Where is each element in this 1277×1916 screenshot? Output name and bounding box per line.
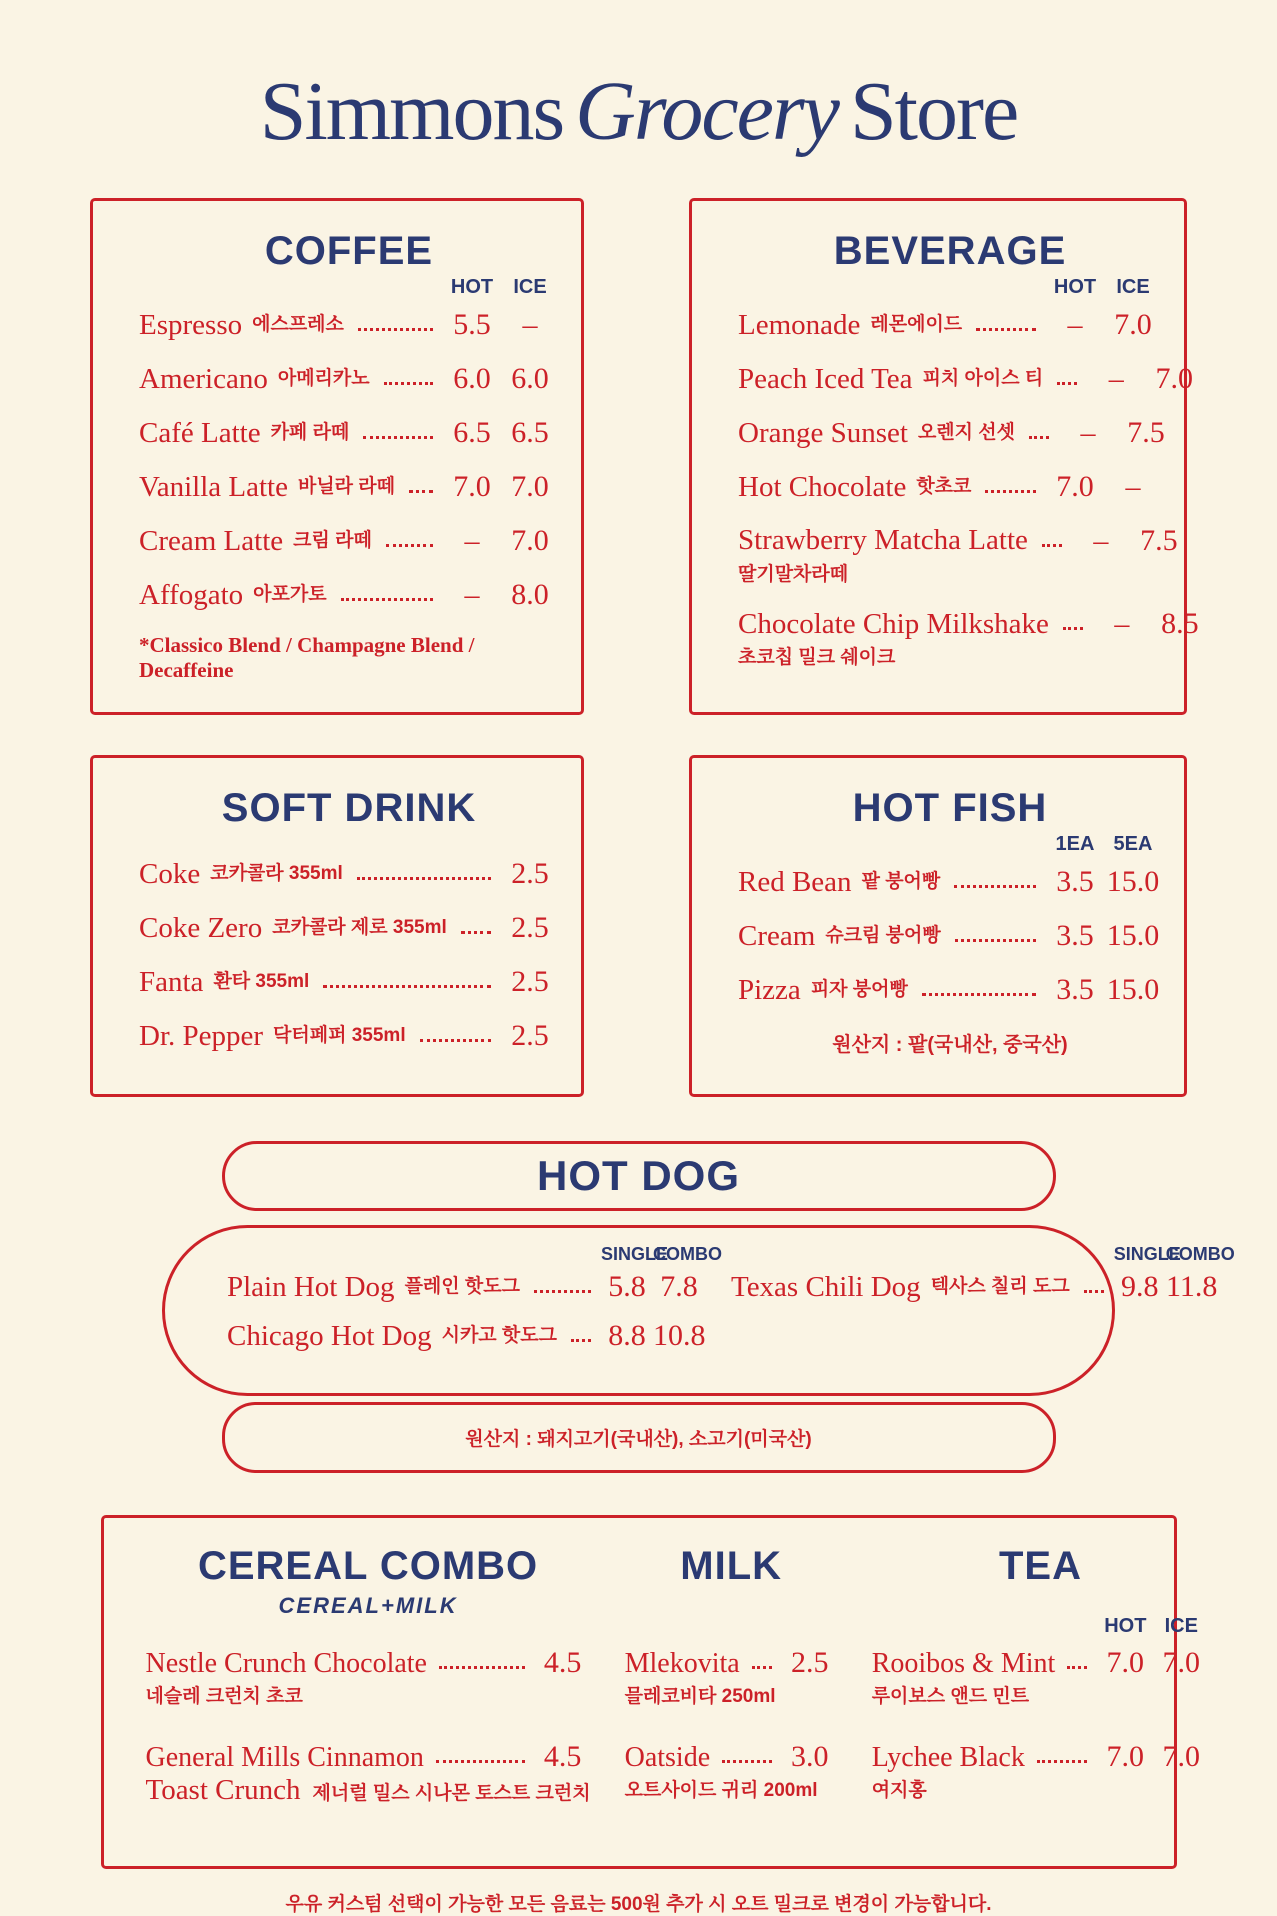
item-name: Pizza [738, 973, 801, 1006]
item-name: Plain Hot Dog [227, 1270, 395, 1303]
price-ice: 7.5 [1140, 523, 1178, 557]
column-header-ice: ICE [1116, 276, 1150, 299]
menu-item [738, 974, 1162, 1005]
dotted-leader [1084, 1290, 1104, 1293]
item-name: Chocolate Chip Milkshake [738, 607, 1049, 640]
item-subline [738, 642, 1162, 669]
beverage-column-headers [1046, 276, 1162, 299]
hot-fish-section-head [738, 786, 1162, 856]
price-ea1: 3.5 [1056, 865, 1094, 899]
beverage-section-head [738, 229, 1162, 299]
menu-item [227, 1271, 705, 1302]
hot-fish-section [689, 755, 1187, 1097]
menu-item [139, 912, 559, 943]
price-ice: 7.0 [1114, 308, 1152, 342]
dotted-leader [384, 382, 433, 385]
price-ice: 8.0 [511, 578, 549, 612]
top-row [0, 198, 1277, 715]
item-name: Texas Chili Dog [731, 1270, 921, 1303]
price-ice: 7.0 [1162, 1740, 1201, 1774]
menu-item [738, 607, 1199, 669]
item-subline [625, 1681, 838, 1708]
price-ea1: 3.5 [1056, 919, 1094, 953]
menu-item [738, 523, 1178, 585]
menu-item [139, 417, 559, 448]
hot-dog-heading: HOT DOG [537, 1152, 740, 1200]
item-name: General Mills Cinnamon [145, 1741, 424, 1773]
dotted-leader [420, 1039, 491, 1042]
price-price: 2.5 [790, 1646, 829, 1680]
item-line [738, 471, 1162, 502]
item-korean-label: 슈크림 붕어빵 [825, 925, 941, 947]
item-korean-label: 텍사스 칠리 도그 [930, 1276, 1070, 1298]
tea-items [872, 1648, 1210, 1802]
price-ice: 6.5 [511, 416, 549, 450]
item-line [738, 416, 1165, 450]
price-hot: – [1080, 416, 1096, 450]
title-word-store: Store [849, 65, 1018, 158]
column-header-single: SINGLE [601, 1244, 669, 1265]
soft-drink-section-head [139, 786, 559, 844]
item-korean-label: 닥터페퍼 355ml [273, 1025, 406, 1047]
item-line [738, 866, 1162, 897]
price-hot: 6.5 [453, 416, 491, 450]
item-line [139, 525, 559, 556]
column-header-combo: COMBO [653, 1244, 722, 1265]
item-line [738, 607, 1199, 641]
price-hot: 7.0 [1106, 1740, 1145, 1774]
item-korean-sublabel: 제너럴 밀스 시나몬 토스트 크런치 [312, 1783, 591, 1805]
dotted-leader [571, 1339, 591, 1342]
item-line [872, 1742, 1210, 1772]
item-name: Coke Zero [139, 911, 263, 944]
item-line [139, 417, 559, 448]
menu-item [738, 920, 1162, 951]
item-korean-sublabel: 네슬레 크런치 초코 [145, 1686, 303, 1708]
price-ea1: 3.5 [1056, 973, 1094, 1007]
hot-dog-left-column-headers [227, 1244, 722, 1265]
price-ice: 7.5 [1127, 416, 1165, 450]
price-single: 8.8 [608, 1319, 646, 1353]
item-name: Hot Chocolate [738, 470, 907, 503]
title-word-simmons: Simmons [259, 65, 564, 158]
hot-fish-column-headers [1046, 833, 1162, 856]
milk-heading: MILK [680, 1544, 783, 1589]
item-korean-sublabel: 루이보스 앤드 민트 [871, 1686, 1030, 1708]
item-name: Oatside [624, 1741, 711, 1773]
item-name: Café Latte [139, 416, 261, 449]
dotted-leader [955, 939, 1036, 942]
softdrink-items [139, 858, 559, 1051]
page-title [0, 0, 1277, 158]
item-line [139, 309, 559, 340]
price-ea5: 15.0 [1106, 973, 1160, 1007]
price-single: 5.8 [608, 1270, 646, 1304]
item-name: Cream [738, 919, 816, 952]
price-combo: 7.8 [660, 1270, 698, 1304]
item-name: Lychee Black [871, 1741, 1025, 1773]
menu-item [738, 416, 1165, 450]
item-line [139, 579, 559, 610]
price-hot: – [1108, 362, 1124, 396]
item-line [139, 912, 559, 943]
item-korean-label: 코카콜라 제로 355ml [272, 917, 447, 939]
price-hot: – [464, 578, 480, 612]
coffee-column-headers [443, 276, 559, 299]
item-name: Affogato [139, 578, 244, 611]
column-header-single: SINGLE [1113, 1244, 1181, 1265]
menu-item [139, 309, 559, 340]
price-hot: 7.0 [453, 470, 491, 504]
item-line [872, 1648, 1210, 1678]
item-name: Vanilla Latte [139, 470, 288, 503]
menu-item [738, 866, 1162, 897]
item-line [227, 1271, 705, 1302]
item-korean-label: 아메리카노 [277, 368, 370, 390]
item-korean-label: 아포가토 [253, 584, 327, 606]
hotfish-items [738, 866, 1162, 1005]
tea-heading: TEA [999, 1544, 1082, 1589]
hot-fish-origin-note: 원산지 : 팥(국내산, 중국산) [832, 1034, 1068, 1057]
price-price: 2.5 [511, 1019, 549, 1053]
price-ice: – [522, 308, 538, 342]
dotted-leader [534, 1290, 591, 1293]
menu-item [139, 579, 559, 610]
beverage-heading: BEVERAGE [833, 229, 1067, 274]
dotted-leader [436, 1760, 525, 1763]
item-korean-label: 바닐라 라떼 [297, 476, 396, 498]
item-line [738, 309, 1162, 340]
tea-column-headers [1097, 1615, 1209, 1638]
price-price: 2.5 [511, 857, 549, 891]
dotted-leader [954, 885, 1036, 888]
dotted-leader [1042, 544, 1062, 547]
price-single: 9.8 [1120, 1270, 1159, 1304]
item-name: Peach Iced Tea [738, 362, 913, 395]
item-name: Strawberry Matcha Latte [738, 524, 1028, 557]
price-ice: 7.0 [1162, 1646, 1201, 1680]
price-price: 2.5 [511, 965, 549, 999]
item-line [625, 1742, 838, 1772]
menu-item [625, 1648, 838, 1708]
item-subline [146, 1775, 591, 1805]
title-word-grocery: Grocery [575, 65, 838, 158]
soft-drink-heading: SOFT DRINK [221, 786, 477, 831]
hotdog-right-items [731, 1271, 1218, 1302]
menu-item [139, 966, 559, 997]
item-korean-sublabel: 여지홍 [871, 1780, 927, 1802]
menu-item [146, 1648, 591, 1708]
item-line [139, 471, 559, 502]
cereal-combo-subheading: CEREAL+MILK [278, 1593, 458, 1619]
price-hot: 6.0 [453, 362, 491, 396]
menu-item [738, 362, 1193, 396]
dotted-leader [409, 490, 433, 493]
item-korean-sublabel: 초코칩 밀크 쉐이크 [738, 647, 896, 669]
price-hot: 5.5 [453, 308, 491, 342]
item-korean-sublabel: 믈레코비타 250ml [624, 1686, 776, 1708]
price-ea5: 15.0 [1106, 919, 1160, 953]
middle-row [0, 755, 1277, 1097]
menu-item [139, 471, 559, 502]
item-name: Chicago Hot Dog [227, 1319, 432, 1352]
coffee-section-head [139, 229, 559, 299]
item-name: Orange Sunset [738, 416, 908, 449]
tea-column [872, 1544, 1210, 1839]
cereal-items [146, 1648, 591, 1805]
item-name: Fanta [139, 965, 204, 998]
price-ice: 8.5 [1161, 607, 1199, 641]
item-korean-label: 오렌지 선셋 [917, 422, 1015, 444]
item-line [139, 1020, 559, 1051]
column-header-1ea: 1EA [1055, 833, 1095, 856]
coffee-items [139, 309, 559, 610]
cereal-combo-section-head [146, 1544, 591, 1640]
price-price: 3.0 [790, 1740, 829, 1774]
item-name: Nestle Crunch Chocolate [145, 1647, 427, 1679]
menu-item [139, 363, 559, 394]
hot-dog-origin-note: 원산지 : 돼지고기(국내산), 소고기(미국산) [465, 1429, 812, 1451]
price-price: 4.5 [543, 1646, 582, 1680]
price-price: 2.5 [511, 911, 549, 945]
item-subline [625, 1775, 838, 1802]
item-name: Americano [139, 362, 268, 395]
column-header-hot: HOT [1053, 276, 1097, 299]
menu-item [227, 1320, 705, 1351]
milk-section-head [625, 1544, 838, 1640]
dotted-leader [1063, 627, 1083, 630]
price-ice: 6.0 [511, 362, 549, 396]
dotted-leader [323, 985, 491, 988]
hotdog-left-items [227, 1271, 705, 1351]
price-ice: 7.0 [511, 470, 549, 504]
item-subline [738, 559, 1162, 586]
menu-item [139, 858, 559, 889]
item-line [738, 920, 1162, 951]
cereal-combo-heading: CEREAL COMBO [197, 1544, 539, 1589]
milk-items [625, 1648, 838, 1802]
beverage-items [738, 308, 1199, 669]
price-ice: 7.0 [511, 524, 549, 558]
dotted-leader [922, 993, 1036, 996]
item-line [146, 1648, 591, 1678]
hot-dog-heading-box [222, 1141, 1056, 1211]
column-header-ice: ICE [513, 276, 547, 299]
item-line [738, 523, 1178, 557]
price-hot: – [1067, 308, 1083, 342]
dotted-leader [722, 1760, 772, 1763]
item-korean-label: 환타 355ml [213, 971, 310, 993]
hot-dog-right-column [731, 1244, 1235, 1379]
item-korean-label: 피자 붕어빵 [810, 979, 908, 1001]
dotted-leader [1037, 1760, 1087, 1763]
dotted-leader [386, 544, 433, 547]
menu-item [146, 1742, 591, 1805]
item-name: Lemonade [738, 308, 861, 341]
price-hot: 7.0 [1056, 470, 1094, 504]
cereal-combo-column [146, 1544, 591, 1839]
menu-item [738, 471, 1162, 502]
item-korean-sublabel: 오트사이드 귀리 200ml [624, 1780, 818, 1802]
price-hot: – [1093, 523, 1109, 557]
column-header-combo: COMBO [1165, 1244, 1235, 1265]
item-korean-label: 에스프레소 [252, 314, 344, 336]
price-hot: 7.0 [1106, 1646, 1145, 1680]
item-korean-label: 코카콜라 355ml [210, 863, 343, 885]
beverage-section [689, 198, 1199, 715]
hot-dog-left-column [227, 1244, 722, 1379]
dotted-leader [357, 877, 491, 880]
item-line [146, 1742, 591, 1772]
item-korean-label: 플레인 핫도그 [404, 1276, 520, 1298]
menu-item [872, 1742, 1210, 1802]
bottom-section [101, 1515, 1201, 1868]
hot-dog-origin-box [222, 1402, 1056, 1473]
price-combo: 10.8 [653, 1319, 706, 1353]
price-ice: 7.0 [1155, 362, 1193, 396]
price-hot: – [464, 524, 480, 558]
menu-item [731, 1271, 1218, 1302]
item-line [738, 974, 1162, 1005]
item-line [139, 858, 559, 889]
menu-item [139, 525, 559, 556]
item-line [738, 362, 1193, 396]
item-name: Cream Latte [139, 524, 284, 557]
dotted-leader [1057, 382, 1077, 385]
dotted-leader [341, 598, 433, 601]
item-korean-label: 시카고 핫도그 [441, 1325, 557, 1347]
column-header-5ea: 5EA [1113, 833, 1153, 856]
price-price: 4.5 [543, 1740, 582, 1774]
item-name: Red Bean [738, 865, 852, 898]
item-subline [872, 1681, 1210, 1708]
item-name: Mlekovita [624, 1647, 740, 1679]
price-hot: – [1114, 607, 1130, 641]
coffee-section [90, 198, 584, 715]
tea-section-head [872, 1544, 1210, 1640]
dotted-leader [752, 1666, 772, 1669]
dotted-leader [985, 490, 1036, 493]
column-header-hot: HOT [450, 276, 494, 299]
column-header-ice: ICE [1164, 1615, 1198, 1638]
item-line [139, 966, 559, 997]
menu-item [738, 309, 1162, 340]
item-line [625, 1648, 838, 1678]
dotted-leader [976, 328, 1036, 331]
footer-note: 우유 커스텀 선택이 가능한 모든 음료는 500원 추가 시 오트 밀크로 변경이 가능합니다. [285, 1893, 992, 1915]
item-korean-label: 카페 라떼 [270, 422, 350, 444]
item-line [139, 363, 559, 394]
item-name: Coke [139, 857, 201, 890]
item-korean-sublabel: 딸기말차라떼 [738, 563, 849, 585]
dotted-leader [1029, 436, 1049, 439]
item-korean-label: 피치 아이스 티 [922, 368, 1044, 390]
menu-item [872, 1648, 1210, 1708]
coffee-heading: COFFEE [264, 229, 434, 274]
item-name: Rooibos & Mint [871, 1647, 1056, 1679]
item-korean-label: 레몬에이드 [870, 314, 963, 336]
item-subline [872, 1775, 1210, 1802]
item-line [227, 1320, 705, 1351]
price-combo: 11.8 [1166, 1270, 1218, 1304]
item-name: Dr. Pepper [139, 1019, 264, 1052]
item-name: Espresso [139, 308, 243, 341]
dotted-leader [461, 931, 491, 934]
hot-dog-right-column-headers [731, 1244, 1235, 1265]
item-subline [146, 1681, 591, 1708]
milk-column [625, 1544, 838, 1839]
item-korean-label: 크림 라떼 [293, 530, 372, 552]
item-korean-label: 팥 붕어빵 [861, 871, 941, 893]
price-ea5: 15.0 [1106, 865, 1160, 899]
column-header-hot: HOT [1104, 1615, 1147, 1638]
price-ice: – [1125, 470, 1141, 504]
item-name-continued: Toast Crunch [145, 1774, 301, 1807]
item-korean-label: 핫초코 [916, 476, 972, 498]
item-line [731, 1271, 1218, 1302]
menu-item [139, 1020, 559, 1051]
dotted-leader [363, 436, 433, 439]
soft-drink-section [90, 755, 584, 1097]
dotted-leader [1067, 1666, 1087, 1669]
menu-item [625, 1742, 838, 1802]
hot-dog-items-box [162, 1225, 1235, 1396]
coffee-footnote: *Classico Blend / Champagne Blend / Decaffeine [139, 633, 475, 683]
hot-fish-heading: HOT FISH [852, 786, 1048, 831]
dotted-leader [358, 328, 433, 331]
dotted-leader [439, 1666, 525, 1669]
